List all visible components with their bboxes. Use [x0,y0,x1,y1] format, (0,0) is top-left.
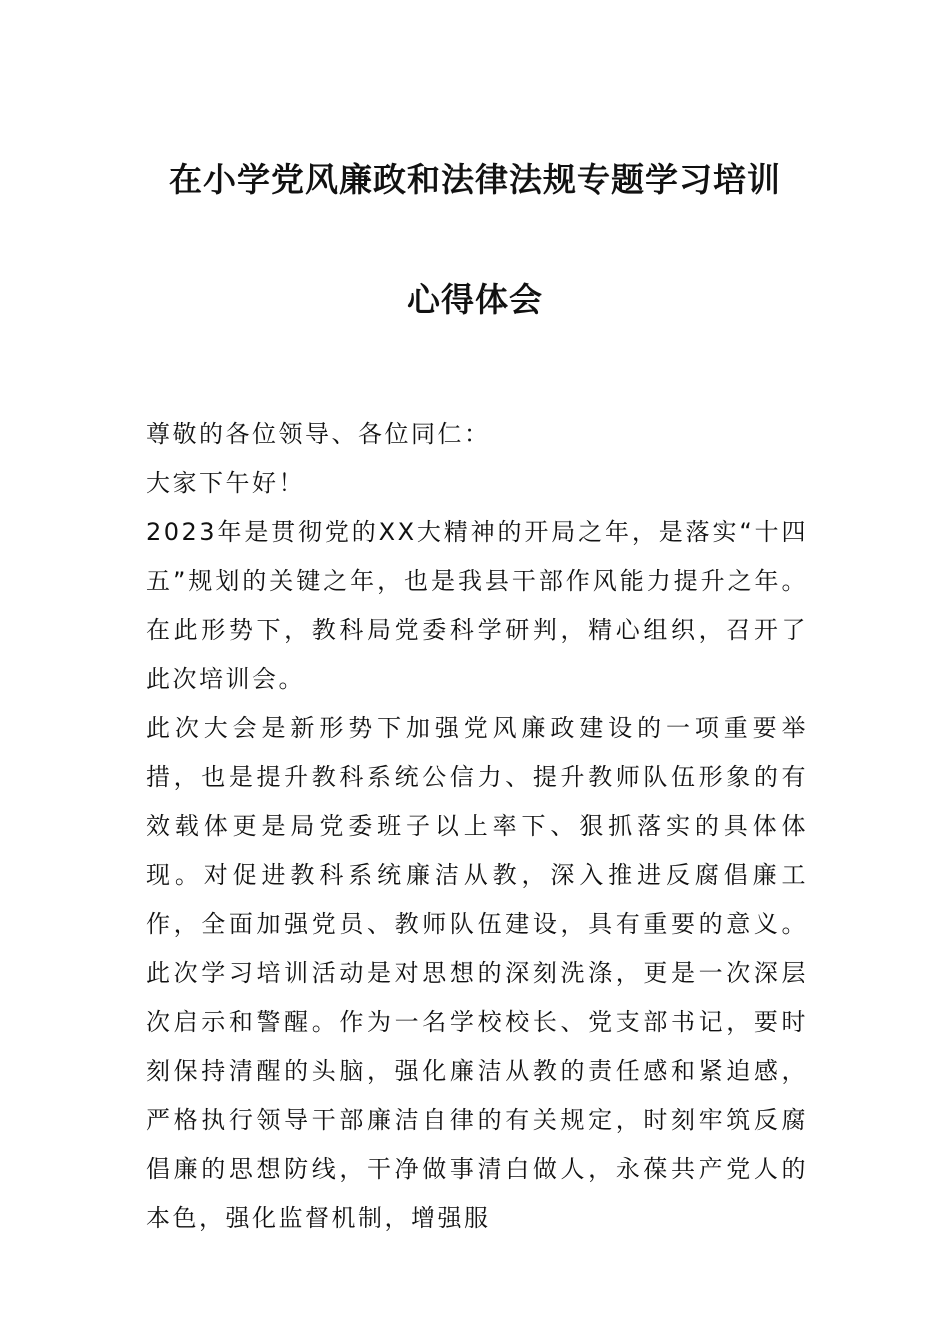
document-title-line-2: 心得体会 [407,280,543,319]
document-body [146,410,808,1243]
salutation: 尊敬的各位领导、各位同仁： [146,420,491,448]
greeting: 大家下午好！ [146,469,305,497]
paragraph-1: 2023年是贯彻党的XX大精神的开局之年，是落实“十四五”规划的关键之年，也是我县干部作风能力提升之年。在此形势下，教科局党委科学研判，精心组织，召开了此次培训会。 [146,518,808,693]
document-title-line-1: 在小学党风廉政和法律法规专题学习培训 [169,160,781,199]
paragraph-2: 此次大会是新形势下加强党风廉政建设的一项重要举措，也是提升教科系统公信力、提升教师队伍形象的有效载体更是局党委班子以上率下、狠抓落实的具体体现。对促进教科系统廉洁从教，深入推进反腐倡廉工作，全面加强党员、教师队伍建设，具有重要的意义。此次学习培训活动是对思想的深刻洗涤，更是一次深层次启示和警醒。作为一名学校校长、党支部书记，要时刻保持清醒的头脑，强化廉洁从教的责任感和紧迫感，严格执行领导干部廉洁自律的有关规定，时刻牢筑反腐倡廉的思想防线，干净做事清白做人，永葆共产党人的本色，强化监督机制，增强服 [146,714,808,1232]
